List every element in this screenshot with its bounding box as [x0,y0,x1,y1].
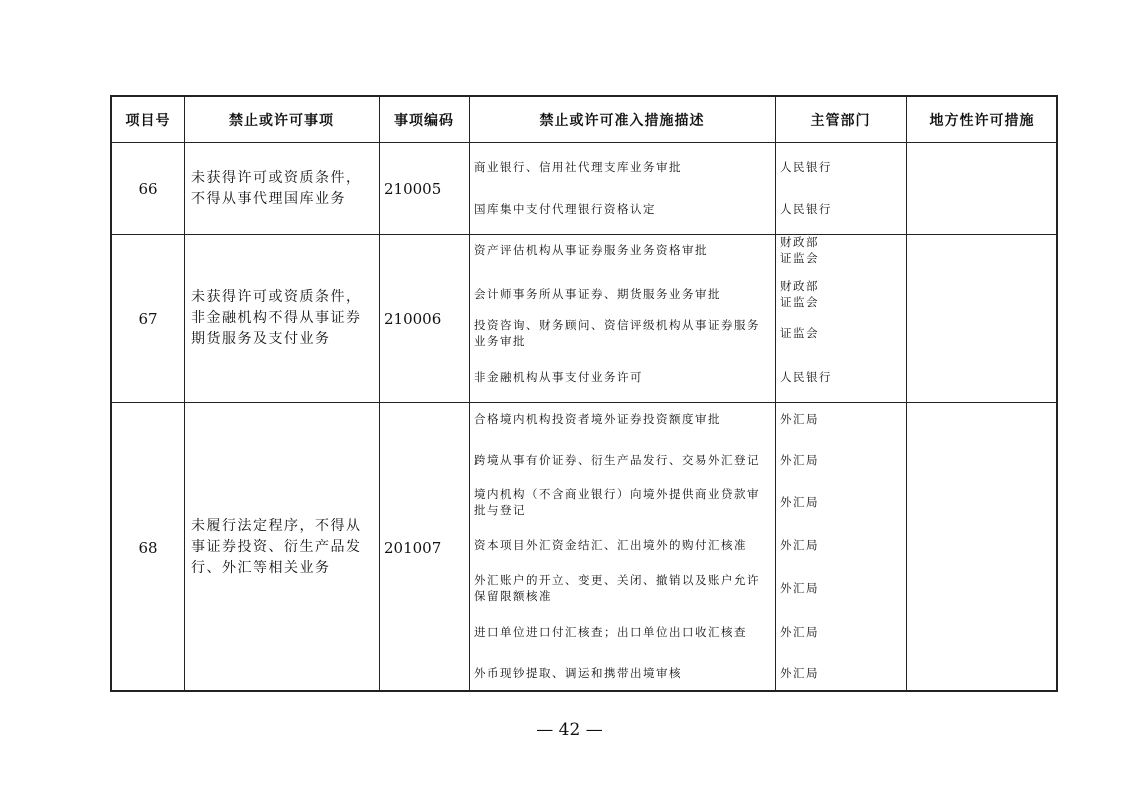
item-number: 66 [138,179,158,198]
department-name: 人民银行 [780,160,832,174]
department-name: 证监会 [780,326,819,340]
measure-description: 非金融机构从事支付业务许可 [474,370,643,384]
department-name: 外汇局 [780,581,819,595]
department-name: 财政部 证监会 [780,235,819,265]
matter-text: 未获得许可或资质条件，不得从事代理国库业务 [191,169,362,207]
department-name: 财政部 证监会 [780,279,819,309]
measure-description: 商业银行、信用社代理支库业务审批 [474,160,682,174]
header-department: 主管部门 [810,112,871,129]
department-name: 外汇局 [780,453,819,467]
department-name: 人民银行 [780,370,832,384]
item-number: 68 [138,538,158,557]
measure-description: 国库集中支付代理银行资格认定 [474,202,656,216]
department-name: 外汇局 [780,666,819,680]
permit-table [110,95,1058,692]
department-name: 外汇局 [780,412,819,426]
header-matter: 禁止或许可事项 [229,112,334,129]
matter-text: 未获得许可或资质条件，非金融机构不得从事证券期货服务及支付业务 [191,289,362,347]
measure-description: 资产评估机构从事证券服务业务资格审批 [474,243,708,257]
header-measure-description: 禁止或许可准入措施描述 [539,112,705,129]
item-number: 67 [138,309,158,328]
department-name: 外汇局 [780,495,819,509]
measure-description: 外币现钞提取、调运和携带出境审核 [474,666,682,680]
local-measure [907,235,1058,402]
measure-description: 外汇账户的开立、变更、关闭、撤销以及账户允许保留限额核准 [474,573,760,603]
matter-text: 未履行法定程序，不得从事证券投资、衍生产品发行、外汇等相关业务 [191,518,362,576]
page-number: — 42 — [536,720,603,740]
matter-code: 210005 [384,179,442,198]
local-measure [907,143,1058,234]
measure-description: 进口单位进口付汇核查；出口单位出口收汇核查 [474,625,747,639]
department-name: 外汇局 [780,625,819,639]
matter-code: 210006 [384,309,442,328]
matter-code: 201007 [384,538,442,557]
department-name: 外汇局 [780,538,819,552]
measure-description: 境内机构（不含商业银行）向境外提供商业贷款审批与登记 [474,487,760,517]
measure-description: 跨境从事有价证券、衍生产品发行、交易外汇登记 [474,453,760,467]
measure-description: 资本项目外汇资金结汇、汇出境外的购付汇核准 [474,538,747,552]
header-code: 事项编码 [394,112,454,129]
measure-description: 投资咨询、财务顾问、资信评级机构从事证券服务业务审批 [474,318,760,348]
measure-description: 合格境内机构投资者境外证券投资额度审批 [474,412,721,426]
department-name: 人民银行 [780,202,832,216]
measure-description: 会计师事务所从事证券、期货服务业务审批 [474,287,721,301]
header-item-number: 项目号 [125,112,171,129]
local-measure [907,403,1058,692]
header-local-measure: 地方性许可措施 [929,112,1035,129]
